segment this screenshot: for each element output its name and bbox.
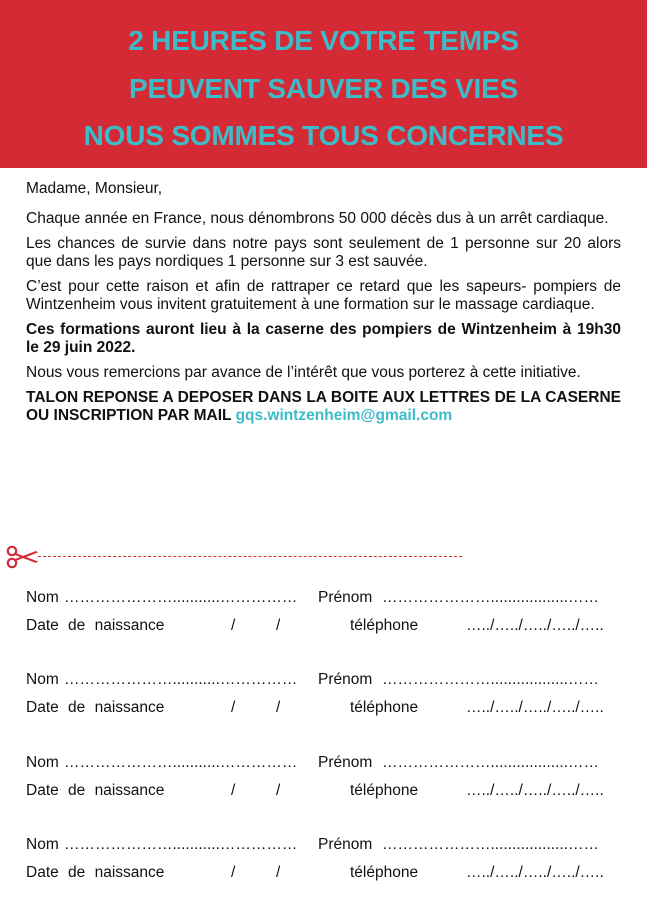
form-entry — [26, 754, 626, 802]
paragraph-reply-instructions — [26, 389, 621, 425]
form-entry — [26, 836, 626, 884]
form-entry — [26, 671, 626, 719]
phone-label: téléphone — [350, 782, 419, 799]
prenom-field[interactable]: …………………..................…… — [382, 836, 600, 853]
letter-body — [26, 180, 621, 432]
prenom-field[interactable]: …………………..................…… — [382, 671, 600, 688]
greeting: Madame, Monsieur, — [26, 180, 163, 197]
nom-field[interactable]: …………………...........…………… — [64, 671, 298, 688]
dob-slash-2: / — [276, 782, 281, 799]
nom-field[interactable]: …………………...........…………… — [64, 589, 298, 606]
form-entry — [26, 589, 626, 637]
phone-label: téléphone — [350, 699, 419, 716]
dob-label: Date de naissance — [26, 699, 165, 716]
banner-line-1: 2 HEURES DE VOTRE TEMPS — [128, 25, 519, 56]
contact-email[interactable]: gqs.wintzenheim@gmail.com — [235, 407, 453, 424]
prenom-field[interactable]: …………………..................…… — [382, 754, 600, 771]
paragraph-schedule: Ces formations auront lieu à la caserne des pompiers de Wintzenheim à 19h30 le 29 juin 2022. — [26, 321, 621, 356]
dob-label: Date de naissance — [26, 617, 165, 634]
dashed-cut-line — [38, 556, 462, 557]
prenom-label: Prénom — [318, 754, 373, 771]
phone-field[interactable]: …../…../…../…../….. — [466, 864, 604, 881]
paragraph-invitation: C’est pour cette raison et afin de rattraper ce retard que les sapeurs- pompiers de Wintzenheim vous invitent gratuitement à une formation sur le massage cardiaque. — [26, 278, 621, 313]
dob-slash-2: / — [276, 699, 281, 716]
paragraph-statistics: Chaque année en France, nous dénombrons 50 000 décès dus à un arrêt cardiaque. — [26, 210, 609, 227]
nom-label: Nom — [26, 671, 59, 688]
nom-field[interactable]: …………………...........…………… — [64, 836, 298, 853]
dob-slash-1: / — [231, 617, 236, 634]
scissors-icon — [6, 543, 40, 571]
nom-label: Nom — [26, 754, 59, 771]
banner-line-2: PEUVENT SAUVER DES VIES — [128, 73, 519, 104]
prenom-label: Prénom — [318, 589, 373, 606]
phone-field[interactable]: …../…../…../…../….. — [466, 699, 604, 716]
dob-slash-2: / — [276, 864, 281, 881]
nom-field[interactable]: …………………...........…………… — [64, 754, 298, 771]
phone-field[interactable]: …../…../…../…../….. — [466, 782, 604, 799]
prenom-label: Prénom — [318, 671, 373, 688]
paragraph-thanks: Nous vous remercions par avance de l’intérêt que vous porterez à cette initiative. — [26, 364, 581, 381]
prenom-label: Prénom — [318, 836, 373, 853]
phone-label: téléphone — [350, 617, 419, 634]
header-banner — [0, 0, 647, 168]
dob-slash-1: / — [231, 699, 236, 716]
dob-label: Date de naissance — [26, 782, 165, 799]
cut-line-row — [6, 543, 466, 573]
dob-slash-1: / — [231, 782, 236, 799]
dob-slash-1: / — [231, 864, 236, 881]
dob-slash-2: / — [276, 617, 281, 634]
phone-label: téléphone — [350, 864, 419, 881]
banner-line-3: NOUS SOMMES TOUS CONCERNES — [83, 120, 564, 151]
prenom-field[interactable]: …………………..................…… — [382, 589, 600, 606]
paragraph-survival: Les chances de survie dans notre pays sont seulement de 1 personne sur 20 alors que dans les pays nordiques 1 personne sur 3 est sauvée. — [26, 235, 621, 270]
nom-label: Nom — [26, 589, 59, 606]
reply-instructions-text: TALON REPONSE A DEPOSER DANS LA BOITE AUX LETTRES DE LA CASERNE OU INSCRIPTION PAR MAIL — [26, 389, 621, 424]
dob-label: Date de naissance — [26, 864, 165, 881]
nom-label: Nom — [26, 836, 59, 853]
phone-field[interactable]: …../…../…../…../….. — [466, 617, 604, 634]
